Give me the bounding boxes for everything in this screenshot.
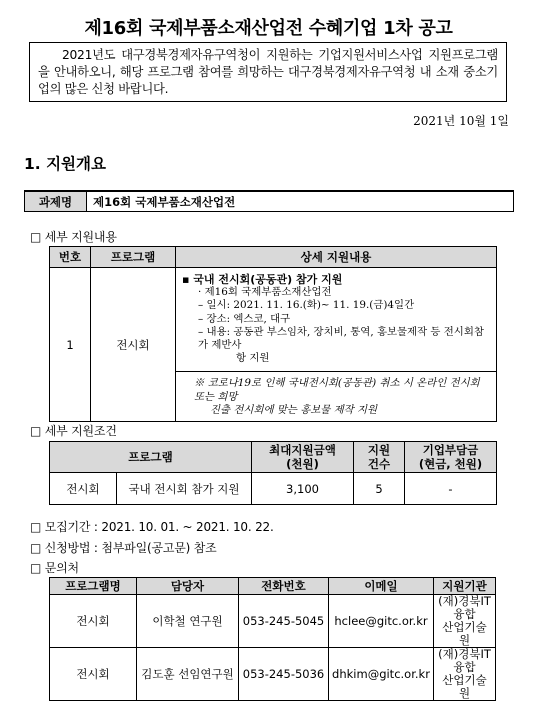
detail-note [176,371,496,421]
table-row [50,648,496,701]
header-line: 지원 [367,443,391,457]
contact-program: 전시회 [50,595,137,648]
notice-date: 2021년 10월 1일 [413,114,509,128]
column-header: 프로그램 [50,442,252,473]
org-line: 산업기술원 [442,620,487,647]
detail-line: – 내용: 공동관 부스임차, 장치비, 통역, 홍보물제작 등 전시회참가 제반사 [198,325,484,352]
row-burden: - [405,473,497,505]
overview-table [24,190,514,212]
overview-row [25,191,514,212]
column-header [405,442,497,473]
column-header: 번호 [50,247,91,268]
detail-line: – 장소: 엑스코, 대구 [198,312,291,325]
org-line: (재)경북IT융합 [438,594,491,621]
header-line: 기업부담금 [422,443,479,457]
detail-cell [176,268,497,422]
row-program: 전시회 [91,268,176,422]
column-header: 프로그램 [91,247,176,268]
detail-line: · 제16회 국제부품소재산업전 [198,286,332,299]
notice-box [29,42,507,102]
table-row [50,268,497,422]
overview-key: 과제명 [25,191,87,212]
contact-person: 이학철 연구원 [137,595,239,648]
page-title: 제16회 국제부품소재산업전 수혜기업 1차 공고 [84,18,453,39]
detail-line: 항 지원 [236,352,270,365]
header-line: (천원) [286,457,319,471]
column-header [354,442,405,473]
contact-email: dhkim@gitc.or.kr [329,648,434,701]
contact-phone: 053-245-5036 [239,648,329,701]
contact-person: 김도훈 선임연구원 [137,648,239,701]
table-header-row [50,578,496,595]
column-header: 담당자 [137,578,239,595]
row-category: 전시회 [50,473,117,505]
conditions-table [49,441,497,505]
column-header: 전화번호 [239,578,329,595]
row-number: 1 [50,268,91,422]
contact-org [434,648,496,701]
contacts-table [49,577,496,701]
table-header-row [50,442,497,473]
notice-text: 2021년도 대구경북경제자유구역청이 지원하는 기업지원서비스사업 지원프로그램을 안내하오니, 해당 프로그램 참여를 희망하는 대구경북경제자유구역청 내 소재 중소기업의 많은 신청 바랍니다. [38,48,498,96]
row-max-amount: 3,100 [252,473,354,505]
column-header: 프로그램명 [50,578,137,595]
row-count: 5 [354,473,405,505]
period-text: □ 모집기간 : 2021. 10. 01. ~ 2021. 10. 22. [30,520,274,534]
detail-support-table [49,246,497,422]
contact-email: hclee@gitc.or.kr [329,595,434,648]
detail-main: ▪ 국내 전시회(공동관) 참가 지원 [182,273,343,286]
contact-program: 전시회 [50,648,137,701]
conditions-heading: □ 세부 지원조건 [30,424,117,438]
contact-org [434,595,496,648]
org-line: 산업기술원 [442,673,487,700]
column-header: 이메일 [329,578,434,595]
header-line: 최대지원금액 [269,443,336,457]
row-program: 국내 전시회 참가 지원 [117,473,252,505]
note-line: 진출 전시회에 맞는 홍보물 제작 지원 [210,403,378,416]
header-line: 건수 [367,457,391,471]
header-line: (현금, 천원) [418,457,483,471]
contacts-heading: □ 문의처 [30,561,79,575]
note-line: ※ 코로나19로 인해 국내전시회(공동관) 취소 시 온라인 전시회 또는 희망 [194,377,480,403]
table-row [50,473,497,505]
overview-value: 제16회 국제부품소재산업전 [87,191,514,212]
column-header [252,442,354,473]
table-header-row [50,247,497,268]
section-heading: 1. 지원개요 [24,155,106,173]
org-line: (재)경북IT융합 [438,647,491,674]
contact-phone: 053-245-5045 [239,595,329,648]
column-header: 상세 지원내용 [176,247,497,268]
detail-support-heading: □ 세부 지원내용 [30,230,117,244]
table-row [50,595,496,648]
detail-line: – 일시: 2021. 11. 16.(화)~ 11. 19.(금)4일간 [198,299,415,312]
column-header: 지원기관 [434,578,496,595]
method-text: □ 신청방법 : 첨부파일(공고문) 참조 [30,541,217,555]
